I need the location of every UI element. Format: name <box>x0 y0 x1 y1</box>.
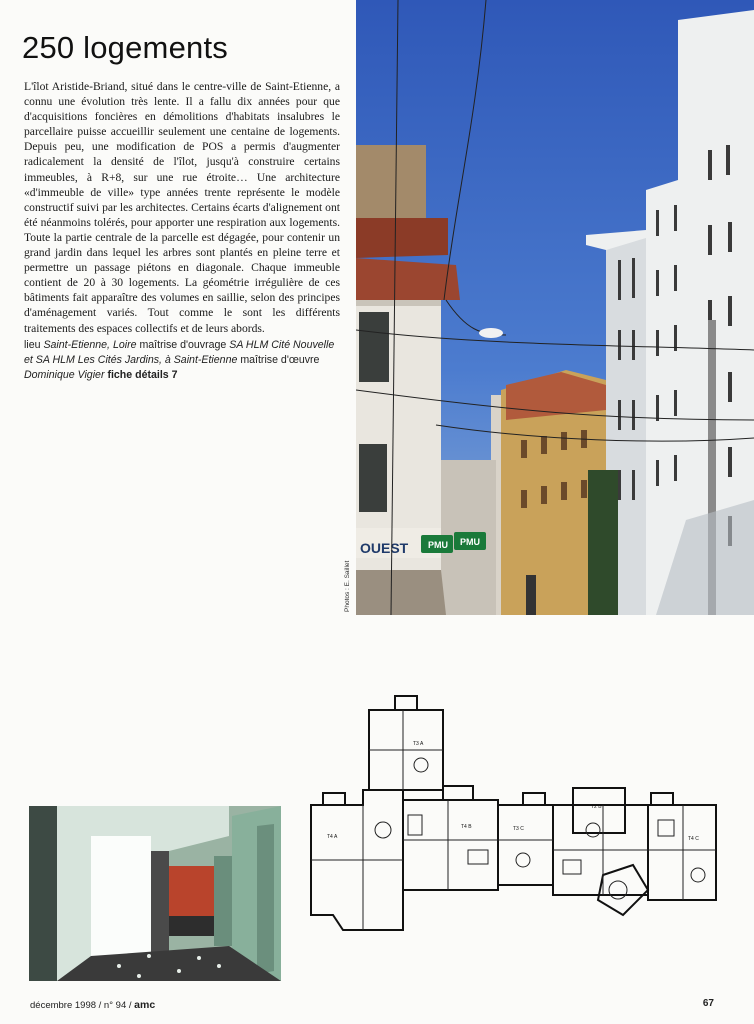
pmu-sign-2: PMU <box>460 537 480 547</box>
shop-sign-text: OUEST <box>360 540 409 556</box>
page-number: 67 <box>702 998 714 1009</box>
street-photo <box>356 0 754 615</box>
plan-label-t3a: T3 A <box>413 741 424 747</box>
credit-lieu-value: Saint-Etienne, Loire <box>43 339 137 351</box>
footer-issue <box>30 999 155 1011</box>
interior-photo-illustration <box>29 806 281 981</box>
floor-plan <box>303 690 735 940</box>
credit-mo-label: maîtrise d'ouvrage <box>139 339 227 351</box>
plan-unit-labels <box>327 741 699 842</box>
plan-label-t4a: T4 A <box>327 834 338 840</box>
photo-credit: Photos : E. Saillet <box>344 560 351 612</box>
pmu-sign-1: PMU <box>428 540 448 550</box>
credit-moe-label: maîtrise d'œuvre <box>240 354 320 366</box>
credit-lieu-label: lieu <box>24 339 41 351</box>
plan-label-t3c: T3 C <box>513 826 524 832</box>
plan-label-t4b: T4 B <box>461 824 472 830</box>
interior-photo <box>29 806 281 981</box>
floor-plan-drawing <box>303 690 735 940</box>
footer-magazine: amc <box>134 999 156 1011</box>
credit-moe-value: Dominique Vigier <box>24 369 105 381</box>
credit-fiche: fiche détails 7 <box>107 369 178 381</box>
article-title: 250 logements <box>22 30 228 65</box>
footer-issue-text: décembre 1998 / n° 94 / <box>30 1000 132 1011</box>
project-credits <box>24 338 342 383</box>
article-body: L'îlot Aristide-Briand, situé dans le centre-ville de Saint-Etienne, a connu une évolution très lente. Il a fallu dix années pour que d'acquisitions foncières en démolitions d'habitats insalubres le parcellaire puisse accueillir seulement une centaine de logements. Depuis peu, une modification de POS a permis d'augmenter radicalement la densité de l'îlot, jusqu'à construire certains immeubles, à R+8, sur une rue étroite… Une architecture «d'immeuble de ville» type années trente représente le modèle constructif suivi par les architectes. Certains écarts d'alignement ont été néanmoins tolérés, pour apporter une respiration aux logements. Toute la partie centrale de la parcelle est dégagée, pour contenir un grand jardin dans lequel les arbres sont plantés en pleine terre et permettre un passage piétons en diagonale. Chaque immeuble contient de 20 à 30 logements. La géométrie irrégulière de ces bâtiments fait apparaître des volumes en saillie, selon des principes d'aménagement variés. Tout comme le sont les différents traitements des espaces collectifs et de leurs abords. <box>24 80 340 335</box>
plan-label-t4c: T4 C <box>688 836 699 842</box>
plan-label-t2b: T2 B <box>591 804 602 810</box>
credit-mo-value: SA HLM Cité Nouvelle et SA HLM Les Cités Jardins, à Saint-Etienne <box>24 339 335 366</box>
street-photo-illustration <box>356 0 754 615</box>
